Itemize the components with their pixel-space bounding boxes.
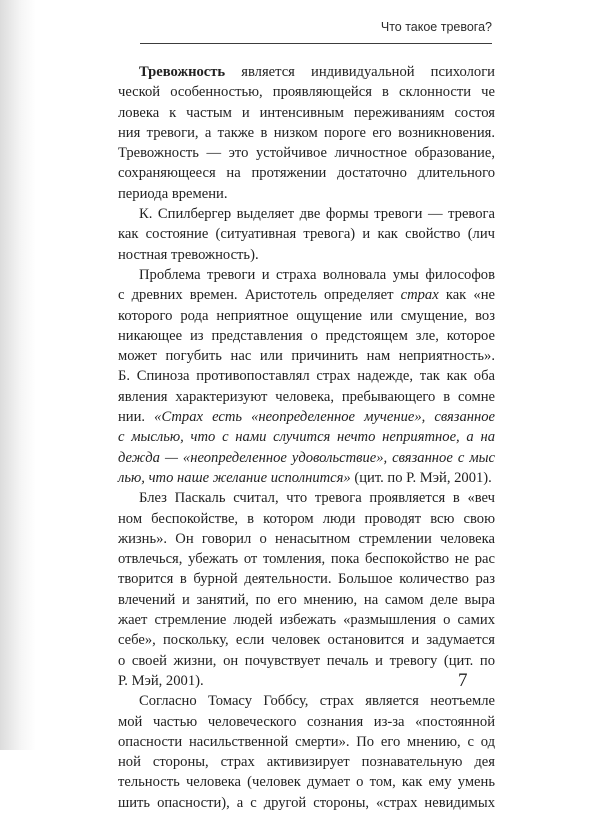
text-line: ной стороны, страх активизирует познавательную дея	[118, 754, 495, 771]
text-line: Тревожность — это устойчивое личностное образование,	[118, 145, 495, 162]
text-line: с древних времен. Аристотель определяет страх как «не	[118, 287, 495, 304]
text-line: никающее из представления о предстоящем зле, которое	[118, 327, 495, 344]
page-number: 7	[458, 670, 468, 691]
text-line: опасности насильственной смерти». По его мнению, с од	[118, 733, 495, 750]
text-line: Б. Спиноза противопоставлял страх надежде, так как оба	[118, 368, 495, 385]
text-line: мой частью человеческого сознания из-за «постоянной	[118, 713, 495, 730]
text-line: шить опасности), а с другой стороны, «страх невидимых	[118, 794, 495, 811]
body-text	[118, 62, 495, 813]
text-line: ностная тревожность).	[118, 246, 259, 263]
text-line: творится в бурной деятельности. Большое количество раз	[118, 571, 495, 588]
text-line: влечений и занятий, по его мнению, на самом деле выра	[118, 591, 495, 608]
header-rule	[140, 43, 492, 44]
text-line: отвлечься, убежать от томления, пока беспокойство не рас	[118, 551, 495, 568]
text-line: ния тревоги, а также в низком пороге его возникновения.	[118, 124, 495, 141]
text-line: сохраняющееся на протяжении достаточно длительного	[118, 165, 495, 182]
text-line: дежда — «неопределенное удовольствие», связанное с мыс	[118, 449, 495, 466]
text-line: жает стремление людей избежать «размышления о самих	[118, 612, 495, 629]
text-line: с мыслью, что с нами случится нечто неприятное, а на	[118, 429, 495, 446]
text-line: о своей жизни, он почувствует печаль и тревогу (цит. по	[118, 652, 495, 669]
text-line: периода времени.	[118, 185, 228, 202]
text-line: явления характеризуют человека, пребывающего в сомне	[118, 388, 495, 405]
text-line: Проблема тревоги и страха волновала умы философов	[139, 266, 495, 283]
text-line: может погубить нас или причинить нам неприятность».	[118, 348, 495, 365]
text-line: Р. Мэй, 2001).	[118, 672, 204, 689]
text-line: которого рода неприятное ощущение или смущение, воз	[118, 307, 495, 324]
text-line: ческой особенностью, проявляющейся в склонности че	[118, 84, 495, 101]
running-header: Что такое тревога?	[380, 20, 492, 34]
text-line: жизнь». Он говорил о ненасытном стремлении человека	[118, 530, 495, 547]
text-line: ном беспокойстве, в котором люди проводят всю свою	[118, 510, 495, 527]
text-line: тельность человека (человек думает о том, как ему умень	[118, 774, 495, 791]
text-line: К. Спилбергер выделяет две формы тревоги — тревога	[139, 206, 495, 223]
text-line: нии. «Страх есть «неопределенное мучение», связанное	[118, 409, 495, 426]
term-bold: Тревожность	[139, 64, 226, 80]
text-line: Блез Паскаль считал, что тревога проявляется в «веч	[139, 490, 495, 507]
quote-italic: «Страх есть «неопределенное мучение», связанное	[154, 409, 495, 426]
text-line: ловека к частым и интенсивным переживаниям состоя	[118, 104, 495, 121]
text-line: лью, что наше желание исполнится» (цит. по Р. Мэй, 2001).	[118, 469, 492, 486]
text-line: себе», поскольку, если человек остановится и задумается	[118, 632, 495, 649]
text-line: Согласно Томасу Гоббсу, страх является неотъемле	[139, 693, 495, 710]
text-line: как состояние (ситуативная тревога) и как свойство (лич	[118, 226, 495, 243]
text-line: Тревожность является индивидуальной психологи	[139, 64, 495, 80]
